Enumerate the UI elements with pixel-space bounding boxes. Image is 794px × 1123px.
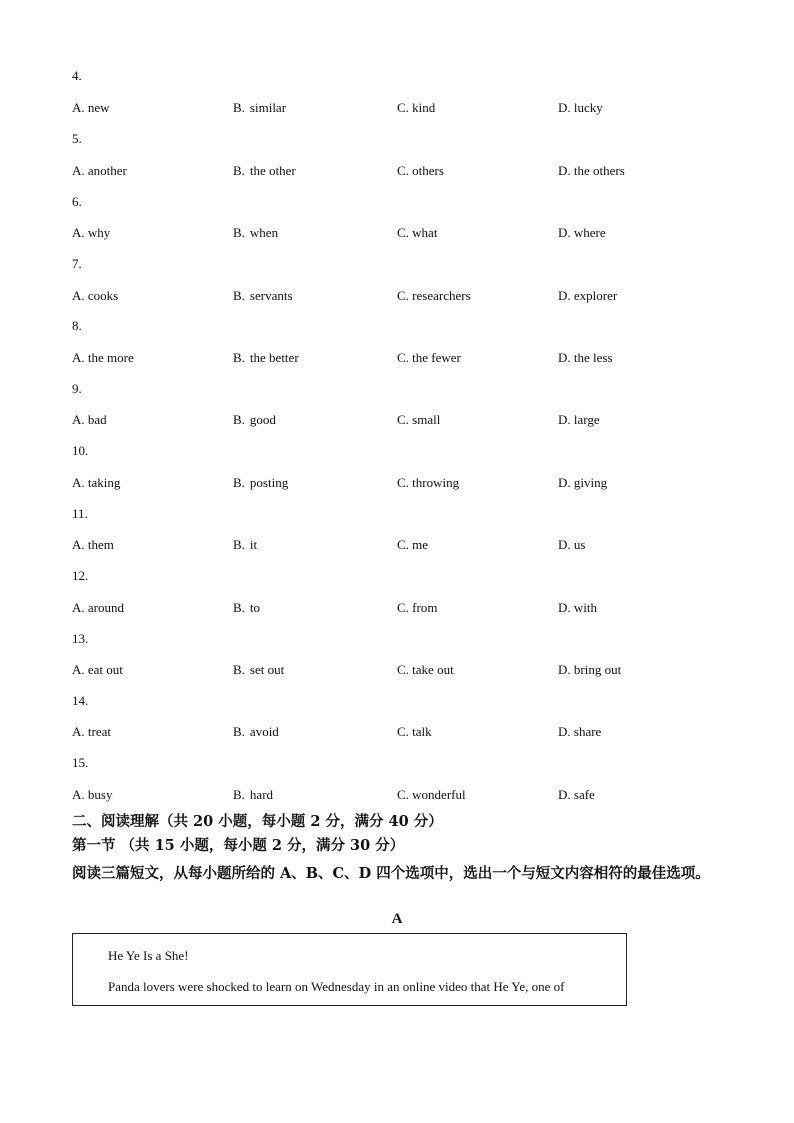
- question-number: 7.: [72, 256, 82, 271]
- options-row: [72, 787, 732, 803]
- options-row: [72, 600, 732, 616]
- option-d: D. safe: [558, 787, 595, 802]
- option-a: A. treat: [72, 724, 111, 739]
- option-b: B. avoid: [233, 724, 279, 739]
- option-b: B. set out: [233, 662, 285, 677]
- option-a: A. busy: [72, 787, 113, 802]
- options-row: [72, 225, 732, 241]
- option-b: B. servants: [233, 288, 293, 303]
- option-c: C. from: [397, 600, 438, 615]
- question-number: 9.: [72, 381, 82, 396]
- question-number: 4.: [72, 68, 82, 83]
- passage-label: A: [391, 911, 403, 927]
- option-a: A. eat out: [72, 662, 123, 677]
- passage-box: [72, 933, 627, 1006]
- section-subheading: 第一节 （共 15 小题，每小题 2 分，满分 30 分）: [72, 837, 405, 854]
- option-b: B. it: [233, 537, 258, 552]
- option-d: D. the less: [558, 350, 613, 365]
- option-c: C. the fewer: [397, 350, 461, 365]
- option-d: D. with: [558, 600, 597, 615]
- passage-title: He Ye Is a She!: [108, 948, 189, 963]
- option-c: C. what: [397, 225, 438, 240]
- option-b: B. the better: [233, 350, 299, 365]
- option-d: D. explorer: [558, 288, 618, 303]
- options-row: [72, 163, 732, 179]
- question-number: 8.: [72, 318, 82, 333]
- options-row: [72, 475, 732, 491]
- options-row: [72, 100, 732, 116]
- option-b: B. when: [233, 225, 279, 240]
- option-a: A. cooks: [72, 288, 119, 303]
- option-b: B. posting: [233, 475, 289, 490]
- question-number: 10.: [72, 443, 89, 458]
- section-heading: 二、阅读理解（共 20 小题，每小题 2 分，满分 40 分）: [72, 813, 443, 830]
- option-a: A. taking: [72, 475, 121, 490]
- question-number: 13.: [72, 631, 89, 646]
- question-number: 12.: [72, 568, 89, 583]
- option-b: B. similar: [233, 100, 287, 115]
- options-row: [72, 537, 732, 553]
- option-a: A. new: [72, 100, 110, 115]
- question-number: 15.: [72, 755, 89, 770]
- option-a: A. the more: [72, 350, 134, 365]
- question-number: 11.: [72, 506, 88, 521]
- option-b: B. hard: [233, 787, 274, 802]
- question-number: 14.: [72, 693, 89, 708]
- option-c: C. throwing: [397, 475, 460, 490]
- option-c: C. take out: [397, 662, 454, 677]
- option-c: C. kind: [397, 100, 436, 115]
- option-d: D. where: [558, 225, 606, 240]
- option-a: A. bad: [72, 412, 107, 427]
- option-c: C. wonderful: [397, 787, 466, 802]
- option-c: C. me: [397, 537, 429, 552]
- option-a: A. why: [72, 225, 111, 240]
- option-d: D. giving: [558, 475, 608, 490]
- option-d: D. large: [558, 412, 600, 427]
- section-instruction: 阅读三篇短文，从每小题所给的 A、B、C、D 四个选项中，选出一个与短文内容相符的最佳选项。: [72, 865, 710, 882]
- option-c: C. small: [397, 412, 441, 427]
- option-b: B. to: [233, 600, 261, 615]
- option-b: B. the other: [233, 163, 296, 178]
- option-b: B. good: [233, 412, 276, 427]
- option-a: A. around: [72, 600, 124, 615]
- options-row: [72, 412, 732, 428]
- option-d: D. us: [558, 537, 586, 552]
- option-c: C. others: [397, 163, 444, 178]
- option-c: C. researchers: [397, 288, 471, 303]
- options-row: [72, 662, 732, 678]
- option-a: A. another: [72, 163, 127, 178]
- option-d: D. share: [558, 724, 602, 739]
- option-c: C. talk: [397, 724, 432, 739]
- option-d: D. bring out: [558, 662, 622, 677]
- question-number: 6.: [72, 194, 82, 209]
- options-row: [72, 724, 732, 740]
- passage-text: Panda lovers were shocked to learn on Wednesday in an online video that He Ye, one of: [108, 979, 565, 994]
- question-number: 5.: [72, 131, 82, 146]
- option-d: D. lucky: [558, 100, 603, 115]
- option-d: D. the others: [558, 163, 625, 178]
- option-a: A. them: [72, 537, 114, 552]
- options-row: [72, 350, 732, 366]
- options-row: [72, 288, 732, 304]
